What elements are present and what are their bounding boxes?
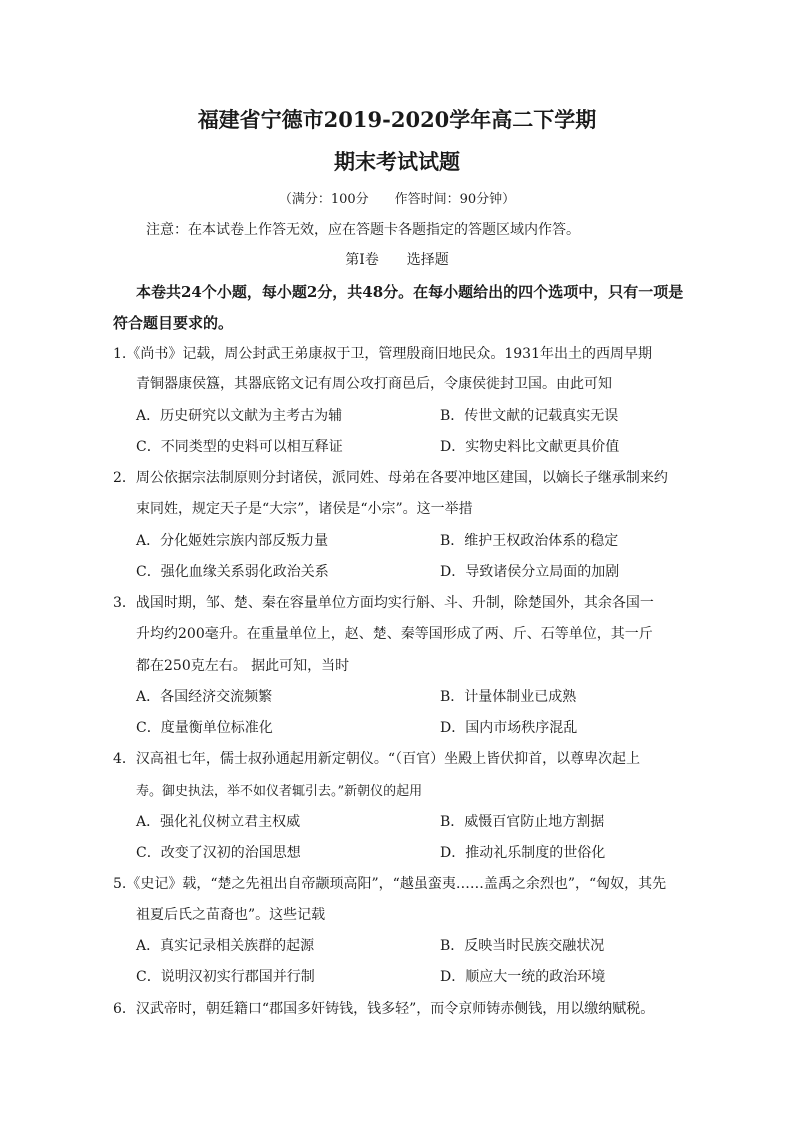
instructions-line-2: 符合题目要求的。 [113, 314, 234, 332]
notice: 注意：在本试卷上作答无效，应在答题卡各题指定的答题区域内作答。 [146, 222, 580, 238]
question-4-option-a: A．强化礼仪树立君主权威 [136, 814, 301, 830]
question-4-option-c: C．改变了汉初的治国思想 [136, 845, 301, 861]
question-1-line-1: 1.《尚书》记载，周公封武王弟康叔于卫，管理殷商旧地民众。1931年出土的西周早期 [113, 346, 652, 362]
question-5-option-b: B．反映当时民族交融状况 [440, 938, 605, 954]
question-5-line-2: 祖夏后氏之苗裔也”。这些记载 [136, 907, 326, 923]
question-1-line-2: 青铜器康侯簋，其器底铭文记有周公攻打商邑后，令康侯徙封卫国。由此可知 [136, 376, 612, 392]
question-3-option-a: A．各国经济交流频繁 [136, 689, 273, 705]
question-5-option-c: C．说明汉初实行郡国并行制 [136, 969, 315, 985]
question-4-line-2: 寿。御史执法，举不如仪者辄引去。”新朝仪的起用 [136, 784, 423, 799]
question-3-line-3: 都在250克左右。 据此可知，当时 [136, 658, 350, 674]
question-6-line-1: 6．汉武帝时，朝廷籍口“郡国多奸铸钱，钱多轻”，而令京师铸赤侧钱，用以缴纳赋税。 [113, 1001, 655, 1017]
question-2-option-d: D．导致诸侯分立局面的加剧 [440, 564, 620, 580]
question-3-option-d: D．国内市场秩序混乱 [440, 720, 578, 736]
question-5-option-d: D．顺应大一统的政治环境 [440, 969, 606, 985]
question-1-option-d: D．实物史料比文献更具价值 [440, 439, 620, 455]
exam-meta: （满分：100分 作答时间：90分钟） [278, 192, 516, 207]
question-1-option-b: B．传世文献的记载真实无误 [440, 408, 619, 424]
question-4-line-1: 4．汉高祖七年，儒士叔孙通起用新定朝仪。“（百官）坐殿上皆伏抑首，以尊卑次起上 [113, 751, 641, 767]
question-5-line-1: 5.《史记》载，“楚之先祖出自帝颛顼高阳”，“越虽蛮夷……盖禹之余烈也”，“匈奴，其先 [113, 876, 667, 892]
question-2-option-b: B．维护王权政治体系的稳定 [440, 533, 619, 549]
instructions-line-1: 本卷共24个小题，每小题2分，共48分。在每小题给出的四个选项中，只有一项是 [136, 283, 684, 301]
question-2-option-c: C．强化血缘关系弱化政治关系 [136, 564, 329, 580]
question-4-option-d: D．推动礼乐制度的世俗化 [440, 845, 606, 861]
question-2-line-1: 2．周公依据宗法制原则分封诸侯，派同姓、母弟在各要冲地区建国，以嫡长子继承制来约 [113, 470, 668, 486]
page-title: 福建省宁德市2019-2020学年高二下学期 [197, 107, 597, 132]
question-2-option-a: A．分化姬姓宗族内部反叛力量 [136, 533, 329, 549]
page-subtitle: 期末考试试题 [334, 149, 460, 174]
question-1-option-c: C．不同类型的史料可以相互释证 [136, 439, 343, 455]
question-5-option-a: A．真实记录相关族群的起源 [136, 938, 315, 954]
question-3-line-2: 升均约200毫升。在重量单位上，赵、楚、秦等国形成了两、斤、石等单位，其一斤 [136, 626, 653, 642]
question-3-option-b: B．计量体制业已成熟 [440, 689, 577, 705]
question-4-option-b: B．威慑百官防止地方割据 [440, 814, 605, 830]
section-heading: 第Ⅰ卷 选择题 [345, 252, 449, 268]
question-2-line-2: 束同姓，规定天子是“大宗”，诸侯是“小宗”。这一举措 [136, 501, 473, 517]
question-1-option-a: A．历史研究以文献为主考古为辅 [136, 408, 343, 424]
question-3-line-1: 3．战国时期，邹、楚、秦在容量单位方面均实行斛、斗、升制，除楚国外，其余各国一 [113, 595, 654, 611]
question-3-option-c: C．度量衡单位标准化 [136, 720, 273, 736]
